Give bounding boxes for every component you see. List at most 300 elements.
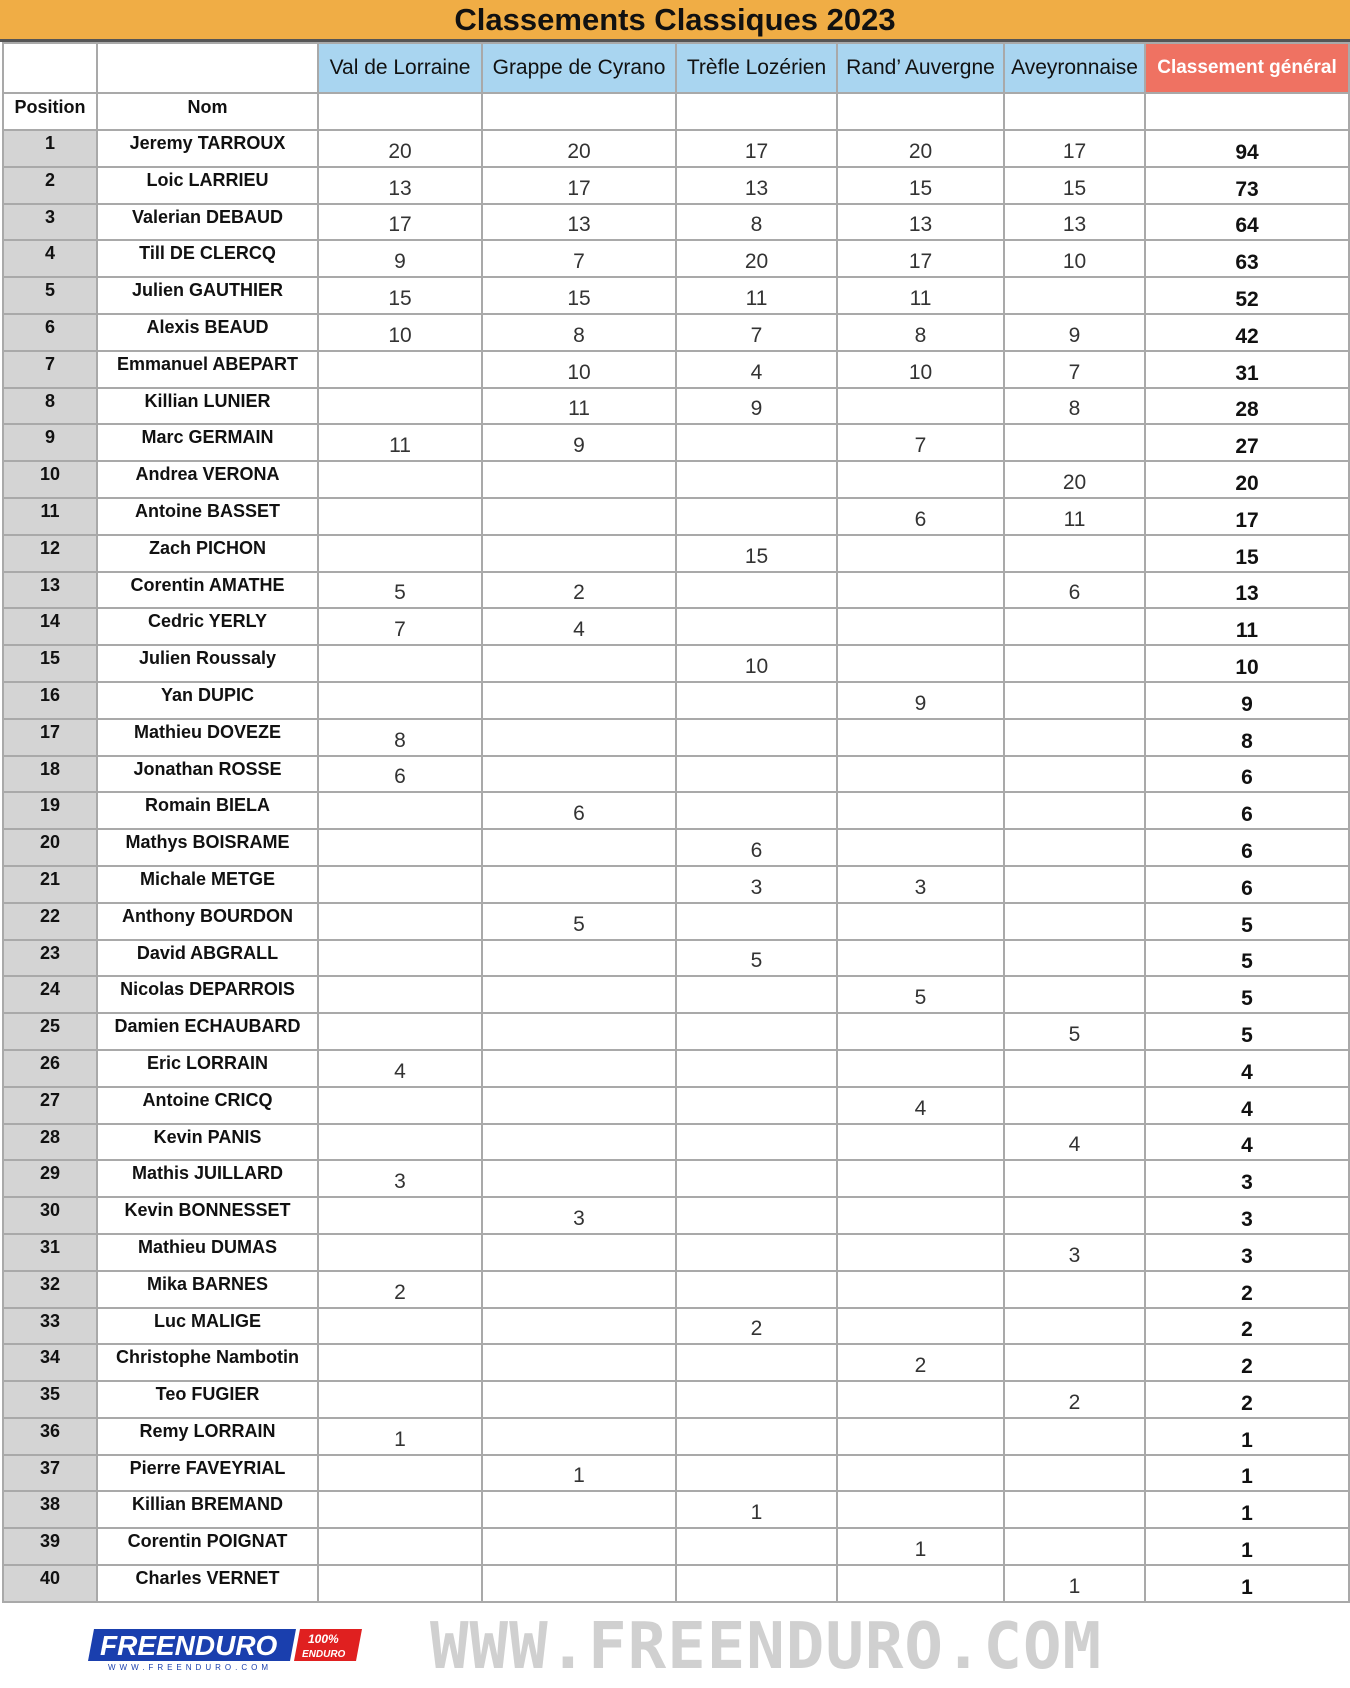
position-cell: 39 [3, 1528, 97, 1565]
event-points-cell [318, 351, 482, 388]
total-points-cell: 17 [1145, 498, 1349, 535]
event-points-cell [1004, 756, 1145, 793]
table-row [3, 1381, 1349, 1418]
event-points-cell: 4 [676, 351, 837, 388]
event-points-cell: 1 [482, 1455, 676, 1492]
rider-name-cell: Damien ECHAUBARD [97, 1013, 318, 1050]
position-cell: 15 [3, 645, 97, 682]
rider-name-cell: Loic LARRIEU [97, 167, 318, 204]
rider-name-cell: Emmanuel ABEPART [97, 351, 318, 388]
event-points-cell [1004, 1160, 1145, 1197]
event-points-cell [1004, 940, 1145, 977]
total-points-cell: 5 [1145, 1013, 1349, 1050]
event-points-cell [1004, 792, 1145, 829]
event-header-row [3, 43, 1349, 93]
event-points-cell: 15 [1004, 167, 1145, 204]
event-points-cell [482, 1418, 676, 1455]
event-points-cell: 3 [482, 1197, 676, 1234]
position-cell: 37 [3, 1455, 97, 1492]
table-row [3, 1491, 1349, 1528]
event-points-cell: 9 [318, 240, 482, 277]
header-blank-cell [97, 43, 318, 93]
event-points-cell: 9 [482, 424, 676, 461]
event-points-cell [676, 1418, 837, 1455]
position-cell: 12 [3, 535, 97, 572]
empty-cell [1004, 93, 1145, 130]
event-points-cell: 15 [837, 167, 1004, 204]
table-row [3, 1087, 1349, 1124]
total-points-cell: 1 [1145, 1491, 1349, 1528]
event-points-cell [676, 1197, 837, 1234]
event-points-cell [482, 1234, 676, 1271]
event-points-cell [318, 1528, 482, 1565]
total-points-cell: 1 [1145, 1455, 1349, 1492]
event-points-cell [1004, 1344, 1145, 1381]
rider-name-cell: Andrea VERONA [97, 461, 318, 498]
event-points-cell [1004, 424, 1145, 461]
event-points-cell: 13 [482, 204, 676, 241]
table-row [3, 1013, 1349, 1050]
event-points-cell: 2 [837, 1344, 1004, 1381]
event-points-cell [837, 756, 1004, 793]
position-cell: 17 [3, 719, 97, 756]
event-points-cell [676, 1455, 837, 1492]
table-row [3, 1528, 1349, 1565]
event-points-cell: 6 [318, 756, 482, 793]
position-cell: 24 [3, 976, 97, 1013]
rider-name-cell: Mathis JUILLARD [97, 1160, 318, 1197]
event-points-cell [1004, 1455, 1145, 1492]
table-row [3, 351, 1349, 388]
position-cell: 20 [3, 829, 97, 866]
event-points-cell [676, 756, 837, 793]
event-points-cell: 7 [482, 240, 676, 277]
event-points-cell [676, 1050, 837, 1087]
empty-cell [676, 93, 837, 130]
total-points-cell: 1 [1145, 1418, 1349, 1455]
event-points-cell: 6 [676, 829, 837, 866]
table-row [3, 976, 1349, 1013]
position-column-label: Position [3, 93, 97, 130]
event-points-cell: 3 [1004, 1234, 1145, 1271]
position-cell: 29 [3, 1160, 97, 1197]
event-points-cell: 6 [837, 498, 1004, 535]
table-row [3, 240, 1349, 277]
footer [0, 1600, 1350, 1688]
event-points-cell [1004, 277, 1145, 314]
table-row [3, 866, 1349, 903]
event-points-cell [837, 1234, 1004, 1271]
table-row [3, 645, 1349, 682]
event-points-cell: 20 [676, 240, 837, 277]
event-points-cell [482, 756, 676, 793]
table-row [3, 903, 1349, 940]
rider-name-cell: Eric LORRAIN [97, 1050, 318, 1087]
event-points-cell: 15 [318, 277, 482, 314]
table-row [3, 1344, 1349, 1381]
total-points-cell: 5 [1145, 903, 1349, 940]
total-points-cell: 3 [1145, 1160, 1349, 1197]
event-points-cell [318, 1381, 482, 1418]
event-points-cell [837, 792, 1004, 829]
total-points-cell: 31 [1145, 351, 1349, 388]
rider-name-cell: Antoine CRICQ [97, 1087, 318, 1124]
rider-name-cell: Anthony BOURDON [97, 903, 318, 940]
event-points-cell [676, 1528, 837, 1565]
total-points-cell: 94 [1145, 130, 1349, 167]
total-points-cell: 15 [1145, 535, 1349, 572]
event-points-cell: 11 [1004, 498, 1145, 535]
total-points-cell: 42 [1145, 314, 1349, 351]
event-points-cell: 20 [318, 130, 482, 167]
header-blank-cell [3, 43, 97, 93]
event-header-rand-auvergne: Rand’ Auvergne [837, 43, 1004, 93]
event-points-cell: 3 [676, 866, 837, 903]
rider-name-cell: Killian LUNIER [97, 388, 318, 425]
total-points-cell: 73 [1145, 167, 1349, 204]
position-cell: 13 [3, 572, 97, 609]
event-points-cell: 3 [837, 866, 1004, 903]
event-points-cell [482, 1308, 676, 1345]
event-points-cell [482, 1381, 676, 1418]
table-row [3, 130, 1349, 167]
event-points-cell [318, 1344, 482, 1381]
position-cell: 23 [3, 940, 97, 977]
event-points-cell [482, 1565, 676, 1602]
event-points-cell [318, 1087, 482, 1124]
table-row [3, 1160, 1349, 1197]
position-cell: 35 [3, 1381, 97, 1418]
event-points-cell [318, 1491, 482, 1528]
rider-name-cell: Till DE CLERCQ [97, 240, 318, 277]
total-points-cell: 6 [1145, 829, 1349, 866]
event-points-cell [482, 682, 676, 719]
rider-name-cell: Jeremy TARROUX [97, 130, 318, 167]
rider-name-cell: Romain BIELA [97, 792, 318, 829]
total-points-cell: 11 [1145, 608, 1349, 645]
event-points-cell: 8 [482, 314, 676, 351]
total-points-cell: 8 [1145, 719, 1349, 756]
total-points-cell: 10 [1145, 645, 1349, 682]
table-row [3, 1418, 1349, 1455]
event-points-cell [837, 1491, 1004, 1528]
event-points-cell [482, 498, 676, 535]
event-points-cell: 11 [837, 277, 1004, 314]
event-points-cell: 8 [676, 204, 837, 241]
total-points-cell: 2 [1145, 1381, 1349, 1418]
rider-name-cell: Kevin BONNESSET [97, 1197, 318, 1234]
table-row [3, 1050, 1349, 1087]
event-points-cell [1004, 976, 1145, 1013]
event-points-cell [482, 866, 676, 903]
total-points-cell: 4 [1145, 1124, 1349, 1161]
event-points-cell [318, 1234, 482, 1271]
table-row [3, 719, 1349, 756]
event-points-cell [482, 829, 676, 866]
event-points-cell: 5 [676, 940, 837, 977]
event-points-cell [318, 1455, 482, 1492]
table-row [3, 608, 1349, 645]
event-points-cell [482, 1087, 676, 1124]
event-points-cell [837, 608, 1004, 645]
table-row [3, 535, 1349, 572]
event-points-cell [676, 1124, 837, 1161]
rider-name-cell: Zach PICHON [97, 535, 318, 572]
position-cell: 26 [3, 1050, 97, 1087]
rider-name-cell: Julien Roussaly [97, 645, 318, 682]
event-points-cell: 1 [676, 1491, 837, 1528]
rider-name-cell: Christophe Nambotin [97, 1344, 318, 1381]
position-cell: 14 [3, 608, 97, 645]
event-points-cell [1004, 1050, 1145, 1087]
event-points-cell [676, 424, 837, 461]
event-points-cell [1004, 1271, 1145, 1308]
event-points-cell [482, 1344, 676, 1381]
rider-name-cell: Valerian DEBAUD [97, 204, 318, 241]
event-points-cell [676, 719, 837, 756]
rider-name-cell: Remy LORRAIN [97, 1418, 318, 1455]
event-points-cell [482, 976, 676, 1013]
event-points-cell [482, 1160, 676, 1197]
event-points-cell [676, 792, 837, 829]
event-points-cell: 2 [1004, 1381, 1145, 1418]
title-bar [0, 0, 1350, 42]
event-points-cell [837, 1160, 1004, 1197]
event-points-cell [837, 1381, 1004, 1418]
rider-name-cell: Alexis BEAUD [97, 314, 318, 351]
freenduro-logo [86, 1627, 362, 1671]
rider-name-cell: Antoine BASSET [97, 498, 318, 535]
event-points-cell [676, 976, 837, 1013]
event-points-cell [837, 903, 1004, 940]
event-points-cell: 20 [482, 130, 676, 167]
table-row [3, 572, 1349, 609]
event-points-cell: 10 [676, 645, 837, 682]
rider-name-cell: Marc GERMAIN [97, 424, 318, 461]
total-points-cell: 4 [1145, 1087, 1349, 1124]
position-cell: 36 [3, 1418, 97, 1455]
table-row [3, 461, 1349, 498]
column-label-row [3, 93, 1349, 130]
event-points-cell [318, 866, 482, 903]
event-points-cell [318, 498, 482, 535]
event-points-cell [318, 388, 482, 425]
rider-name-cell: Luc MALIGE [97, 1308, 318, 1345]
event-points-cell [318, 1308, 482, 1345]
position-cell: 30 [3, 1197, 97, 1234]
position-cell: 18 [3, 756, 97, 793]
table-row [3, 388, 1349, 425]
total-points-cell: 2 [1145, 1271, 1349, 1308]
event-points-cell [1004, 608, 1145, 645]
event-points-cell [676, 1565, 837, 1602]
event-points-cell [1004, 866, 1145, 903]
event-points-cell [318, 976, 482, 1013]
event-points-cell: 11 [676, 277, 837, 314]
event-header-val-de-lorraine: Val de Lorraine [318, 43, 482, 93]
event-points-cell: 13 [1004, 204, 1145, 241]
position-cell: 38 [3, 1491, 97, 1528]
empty-cell [482, 93, 676, 130]
event-points-cell [482, 1050, 676, 1087]
event-points-cell [676, 1234, 837, 1271]
event-points-cell: 7 [318, 608, 482, 645]
position-cell: 8 [3, 388, 97, 425]
event-header-aveyronnaise: Aveyronnaise [1004, 43, 1145, 93]
rider-name-cell: Julien GAUTHIER [97, 277, 318, 314]
event-points-cell: 20 [1004, 461, 1145, 498]
event-points-cell: 1 [837, 1528, 1004, 1565]
position-cell: 19 [3, 792, 97, 829]
event-points-cell: 10 [482, 351, 676, 388]
position-cell: 33 [3, 1308, 97, 1345]
event-points-cell: 13 [318, 167, 482, 204]
table-row [3, 1197, 1349, 1234]
total-points-cell: 3 [1145, 1197, 1349, 1234]
total-points-cell: 1 [1145, 1565, 1349, 1602]
event-points-cell: 8 [1004, 388, 1145, 425]
svg-text:FREENDURO: FREENDURO [100, 1630, 278, 1661]
event-header-trefle-lozerien: Trèfle Lozérien [676, 43, 837, 93]
event-points-cell [1004, 1308, 1145, 1345]
event-points-cell: 5 [837, 976, 1004, 1013]
event-points-cell [318, 1013, 482, 1050]
event-points-cell: 15 [482, 277, 676, 314]
table-row [3, 314, 1349, 351]
position-cell: 10 [3, 461, 97, 498]
event-points-cell [1004, 645, 1145, 682]
position-cell: 40 [3, 1565, 97, 1602]
position-cell: 9 [3, 424, 97, 461]
rider-name-cell: Nicolas DEPARROIS [97, 976, 318, 1013]
event-points-cell [837, 461, 1004, 498]
total-points-cell: 6 [1145, 792, 1349, 829]
svg-text:100%: 100% [308, 1632, 339, 1646]
position-cell: 4 [3, 240, 97, 277]
event-points-cell [482, 1491, 676, 1528]
event-points-cell [318, 829, 482, 866]
table-row [3, 682, 1349, 719]
event-points-cell [482, 1271, 676, 1308]
position-cell: 7 [3, 351, 97, 388]
table-row [3, 1124, 1349, 1161]
position-cell: 27 [3, 1087, 97, 1124]
event-points-cell [676, 572, 837, 609]
event-points-cell [318, 535, 482, 572]
event-header-grappe-de-cyrano: Grappe de Cyrano [482, 43, 676, 93]
event-points-cell [676, 1087, 837, 1124]
event-points-cell [1004, 1418, 1145, 1455]
event-points-cell [676, 1013, 837, 1050]
position-cell: 34 [3, 1344, 97, 1381]
event-points-cell: 4 [1004, 1124, 1145, 1161]
event-points-cell: 9 [837, 682, 1004, 719]
table-row [3, 204, 1349, 241]
rider-name-cell: Jonathan ROSSE [97, 756, 318, 793]
total-points-cell: 20 [1145, 461, 1349, 498]
event-points-cell [318, 461, 482, 498]
event-points-cell: 5 [482, 903, 676, 940]
position-cell: 5 [3, 277, 97, 314]
event-points-cell [676, 682, 837, 719]
event-points-cell [837, 1455, 1004, 1492]
table-row [3, 792, 1349, 829]
event-points-cell: 2 [482, 572, 676, 609]
event-points-cell [1004, 535, 1145, 572]
rider-name-cell: Charles VERNET [97, 1565, 318, 1602]
total-points-cell: 28 [1145, 388, 1349, 425]
event-points-cell [837, 1050, 1004, 1087]
event-points-cell: 3 [318, 1160, 482, 1197]
event-points-cell [482, 1528, 676, 1565]
total-points-cell: 64 [1145, 204, 1349, 241]
rider-name-cell: Corentin POIGNAT [97, 1528, 318, 1565]
event-points-cell [318, 682, 482, 719]
event-points-cell [676, 1160, 837, 1197]
total-points-cell: 1 [1145, 1528, 1349, 1565]
total-points-cell: 9 [1145, 682, 1349, 719]
event-points-cell: 2 [676, 1308, 837, 1345]
event-points-cell: 1 [318, 1418, 482, 1455]
event-points-cell [837, 572, 1004, 609]
event-points-cell: 4 [482, 608, 676, 645]
event-points-cell: 13 [676, 167, 837, 204]
event-points-cell [676, 903, 837, 940]
position-cell: 31 [3, 1234, 97, 1271]
total-points-cell: 4 [1145, 1050, 1349, 1087]
empty-cell [318, 93, 482, 130]
event-points-cell [676, 1271, 837, 1308]
event-points-cell [837, 388, 1004, 425]
table-row [3, 1455, 1349, 1492]
table-row [3, 1234, 1349, 1271]
event-points-cell: 8 [837, 314, 1004, 351]
svg-text:ENDURO: ENDURO [302, 1649, 346, 1660]
event-points-cell: 17 [837, 240, 1004, 277]
event-points-cell: 11 [482, 388, 676, 425]
event-points-cell [837, 1197, 1004, 1234]
table-row [3, 1271, 1349, 1308]
event-points-cell [837, 1124, 1004, 1161]
event-points-cell [482, 719, 676, 756]
event-points-cell [837, 940, 1004, 977]
standings-table [2, 42, 1350, 1603]
event-points-cell [318, 903, 482, 940]
total-header: Classement général [1145, 43, 1349, 93]
event-points-cell [676, 1381, 837, 1418]
position-cell: 2 [3, 167, 97, 204]
event-points-cell [1004, 829, 1145, 866]
event-points-cell [1004, 1491, 1145, 1528]
rider-name-cell: Corentin AMATHE [97, 572, 318, 609]
event-points-cell: 10 [318, 314, 482, 351]
rider-name-cell: Cedric YERLY [97, 608, 318, 645]
table-row [3, 1308, 1349, 1345]
event-points-cell: 10 [1004, 240, 1145, 277]
rider-name-cell: Mathys BOISRAME [97, 829, 318, 866]
event-points-cell: 17 [1004, 130, 1145, 167]
position-cell: 21 [3, 866, 97, 903]
event-points-cell [837, 535, 1004, 572]
event-points-cell: 7 [1004, 351, 1145, 388]
event-points-cell [318, 1565, 482, 1602]
svg-text:WWW.FREENDURO.COM: WWW.FREENDURO.COM [108, 1663, 272, 1671]
event-points-cell: 2 [318, 1271, 482, 1308]
event-points-cell: 4 [837, 1087, 1004, 1124]
table-row [3, 167, 1349, 204]
position-cell: 16 [3, 682, 97, 719]
event-points-cell: 9 [1004, 314, 1145, 351]
